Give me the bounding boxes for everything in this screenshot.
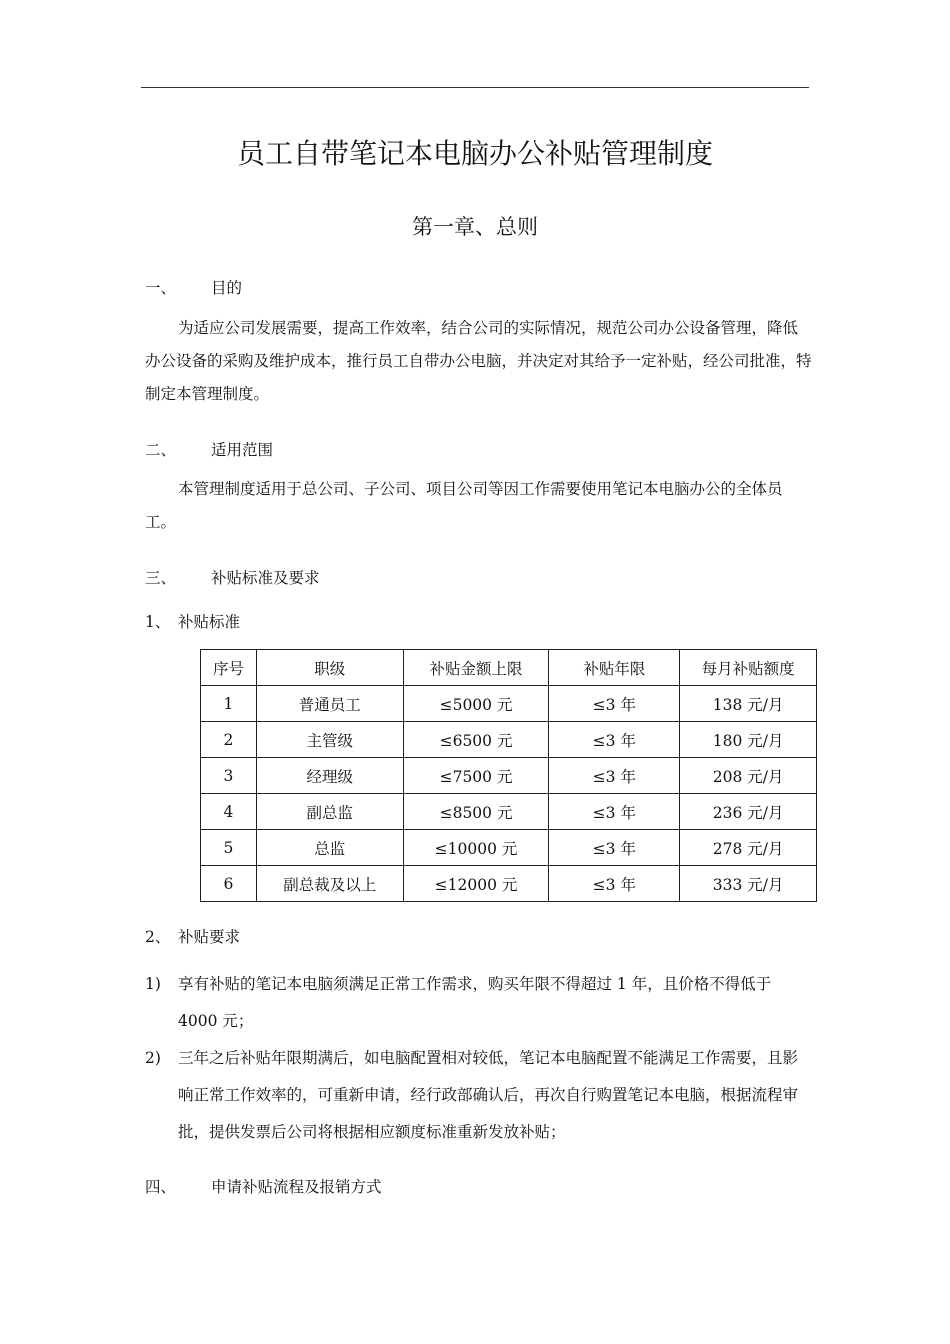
subsection-title: 补贴标准 — [178, 613, 241, 631]
section-title: 适用范围 — [211, 441, 274, 459]
requirement-text: 享有补贴的笔记本电脑须满足正常工作需求，购买年限不得超过 1 年，且价格不得低于 4000 元； — [178, 975, 772, 1030]
table-header-row — [201, 650, 817, 686]
header-cell-max-amount: 补贴金额上限 — [403, 650, 549, 686]
table-row — [201, 758, 817, 794]
table-cell: 3 — [201, 758, 257, 794]
table-cell: 2 — [201, 722, 257, 758]
section-number: 四、 — [145, 1178, 177, 1196]
header-rule — [141, 87, 809, 88]
subsection-heading-requirements — [145, 925, 240, 947]
section-number: 三、 — [145, 569, 177, 587]
table-cell: 1 — [201, 686, 257, 722]
table-row — [201, 722, 817, 758]
section-heading-standards — [145, 566, 320, 588]
subsection-heading-standard — [145, 610, 240, 632]
table-cell: 普通员工 — [256, 686, 403, 722]
subsidy-table — [200, 649, 817, 902]
table-cell: ≤3 年 — [549, 686, 680, 722]
table-row — [201, 794, 817, 830]
header-cell-years: 补贴年限 — [549, 650, 680, 686]
table-cell: 180 元/月 — [680, 722, 817, 758]
table-cell: 副总裁及以上 — [256, 866, 403, 902]
table-cell: ≤7500 元 — [403, 758, 549, 794]
scope-paragraph — [145, 473, 813, 539]
subsection-number: 1、 — [145, 613, 171, 631]
purpose-text: 为适应公司发展需要，提高工作效率，结合公司的实际情况，规范公司办公设备管理，降低办公设备的采购及维护成本，推行员工自带办公电脑，并决定对其给予一定补贴，经公司批准，特制定本管理制度。 — [145, 319, 812, 403]
table-cell: 总监 — [256, 830, 403, 866]
chapter-heading: 第一章、总则 — [412, 215, 538, 239]
section-number: 一、 — [145, 279, 177, 297]
section-title: 目的 — [211, 279, 243, 297]
subsection-number: 2、 — [145, 928, 171, 946]
table-row — [201, 866, 817, 902]
table-cell: 副总监 — [256, 794, 403, 830]
table-cell: 主管级 — [256, 722, 403, 758]
table-row — [201, 686, 817, 722]
table-cell: ≤12000 元 — [403, 866, 549, 902]
subsection-title: 补贴要求 — [178, 928, 241, 946]
table-cell: 5 — [201, 830, 257, 866]
requirement-item — [145, 1040, 813, 1151]
requirement-number: 2) — [145, 1049, 161, 1067]
requirement-item — [145, 966, 813, 1040]
scope-text: 本管理制度适用于总公司、子公司、项目公司等因工作需要使用笔记本电脑办公的全体员工。 — [145, 480, 783, 531]
table-cell: 278 元/月 — [680, 830, 817, 866]
purpose-paragraph — [145, 312, 813, 411]
table-cell: 333 元/月 — [680, 866, 817, 902]
requirement-text: 三年之后补贴年限期满后，如电脑配置相对较低，笔记本电脑配置不能满足工作需要，且影响正常工作效率的，可重新申请，经行政部确认后，再次自行购置笔记本电脑，根据流程审批，提供发票后公司将根据相应额度标准重新发放补贴； — [178, 1049, 799, 1141]
requirement-number: 1) — [145, 975, 161, 993]
table-row — [201, 830, 817, 866]
section-heading-purpose — [145, 276, 242, 298]
table-cell: 138 元/月 — [680, 686, 817, 722]
table-cell: ≤3 年 — [549, 758, 680, 794]
table-cell: ≤10000 元 — [403, 830, 549, 866]
table-cell: ≤6500 元 — [403, 722, 549, 758]
section-number: 二、 — [145, 441, 177, 459]
section-title: 补贴标准及要求 — [211, 569, 320, 587]
table-cell: 236 元/月 — [680, 794, 817, 830]
table-cell: 6 — [201, 866, 257, 902]
section-heading-process — [145, 1175, 382, 1197]
section-heading-scope — [145, 438, 273, 460]
section-title: 申请补贴流程及报销方式 — [211, 1178, 382, 1196]
table-cell: 经理级 — [256, 758, 403, 794]
table-cell: ≤3 年 — [549, 722, 680, 758]
header-cell-monthly: 每月补贴额度 — [680, 650, 817, 686]
document-title: 员工自带笔记本电脑办公补贴管理制度 — [236, 137, 713, 170]
table-cell: ≤3 年 — [549, 866, 680, 902]
table-cell: ≤8500 元 — [403, 794, 549, 830]
table-cell: ≤3 年 — [549, 794, 680, 830]
header-cell-index: 序号 — [201, 650, 257, 686]
table-cell: ≤3 年 — [549, 830, 680, 866]
header-cell-level: 职级 — [256, 650, 403, 686]
table-cell: 208 元/月 — [680, 758, 817, 794]
table-cell: ≤5000 元 — [403, 686, 549, 722]
table-cell: 4 — [201, 794, 257, 830]
